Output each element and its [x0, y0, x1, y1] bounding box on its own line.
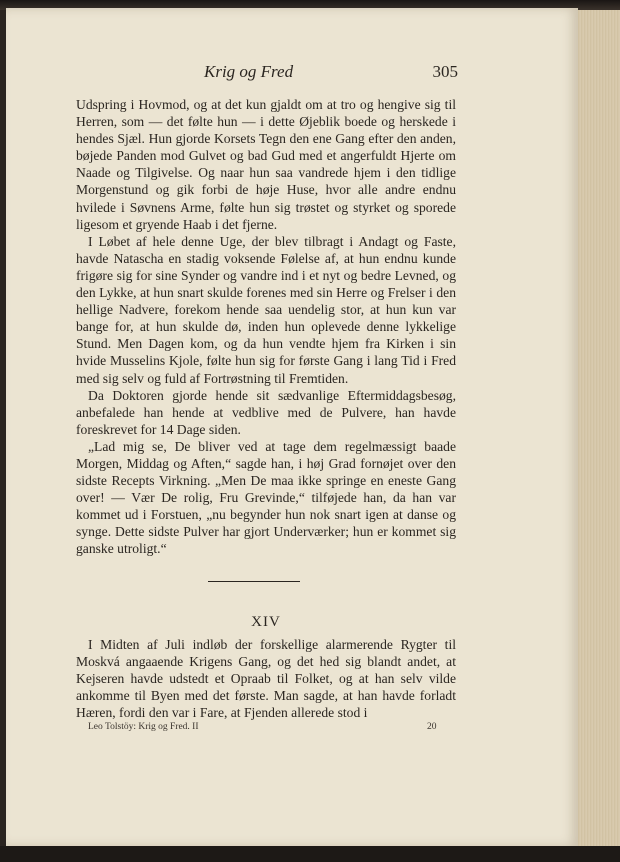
- paragraph: Udspring i Hovmod, og at det kun gjaldt om at tro og hengive sig til Herren, som — det følte hun — i dette Øjeblik boede og herskede i hendes Sjæl. Hun gjorde Korsets Tegn den ene Gang efter den anden, bøjede Panden mod Gulvet og bad Gud med et angerfuldt Hjerte om Naade og Tilgivelse. Og naar hun saa vandrede hjem i den tidlige Morgenstund og gik forbi de høje Huse, hvor alle andre endnu hvilede i Søvnens Arme, følte hun sig trøstet og styrket og sporede ligesom et gryende Haab i det fjerne.: [76, 97, 456, 232]
- page-footer: [88, 722, 448, 736]
- body-text: [76, 96, 456, 558]
- paragraph: I Løbet af hele denne Uge, der blev tilbragt i Andagt og Faste, havde Natascha en stadig voksende Følelse af, at hun endnu kunde frigøre sig for sine Synder og vandre ind i et nyt og bedre Levned, og den Lykke, at hun snart skulde forenes med sin Herre og Frelser i den hellige Nadvere, forekom hende saa uendelig stor, at hun kun var bange for, at hun skulde dø, inden hun oplevede denne lykkelige Stund. Men Dagen kom, og da hun vendte hjem fra Kirken i sin hvide Musselins Kjole, følte hun sig for første Gang i lang Tid i Fred med sig selv og fuld af Fortrøstning til Fremtiden.: [76, 233, 456, 386]
- footer-credit: Leo Tolstöy: Krig og Fred. II: [88, 722, 199, 732]
- signature-mark: 20: [427, 722, 437, 732]
- book-bottom-edge: [0, 846, 620, 862]
- paragraph: I Midten af Juli indløb der forskellige alarmerende Rygter til Moskvá angaaende Krigens Gang, og det hed sig blandt andet, at Kejseren havde udstedt et Opraab til Folket, og at han selv vilde ankomme til Byen med det første. Man sagde, at han havde forladt Hæren, fordi den var i Fare, at Fjenden allerede stod i: [76, 637, 456, 721]
- paragraph: „Lad mig se, De bliver ved at tage dem regelmæssigt baade Morgen, Middag og Aften,“ sagde han, i høj Grad fornøjet over den sidste Recepts Virkning. „Men De maa ikke springe en eneste Gang over! — Vær De rolig, Fru Grevinde,“ tilføjede han, da han var kommet ud i Forstuen, „nu begynder hun nok snart igen at danse og synge. Dette sidste Pulver har gjort Underværker; hun er kommet sig ganske utroligt.“: [76, 438, 456, 557]
- chapter-text: [76, 636, 456, 721]
- page-number: 305: [432, 62, 458, 81]
- paragraph: Da Doktoren gjorde hende sit sædvanlige Eftermiddagsbesøg, anbefalede han hende at vedblive med de Pulvere, han havde foreskrevet for 14 Dage siden.: [76, 387, 456, 437]
- running-title: Krig og Fred: [204, 62, 294, 81]
- page-header: [76, 62, 458, 84]
- page-edges: [578, 10, 620, 846]
- section-divider: [208, 581, 300, 582]
- chapter-heading: XIV: [251, 614, 281, 630]
